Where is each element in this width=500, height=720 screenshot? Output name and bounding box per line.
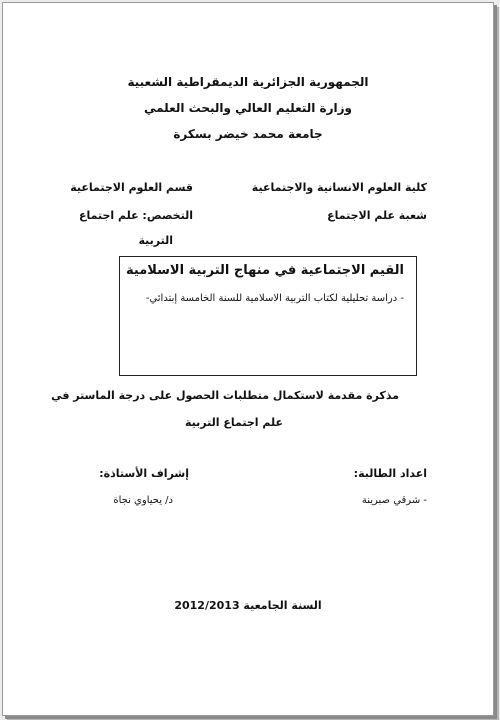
- student-label: اعداد الطالبة:: [353, 467, 427, 480]
- purpose-line-1: مذكرة مقدمة لاستكمال متطلبات الحصول على درجة الماستر في: [51, 389, 399, 402]
- university-heading: جامعة محمد خيضر بسكرة: [173, 127, 323, 141]
- specialty-label: التخصص: علم اجتماع: [78, 209, 193, 222]
- department-label: قسم العلوم الاجتماعية: [70, 181, 193, 194]
- specialty-continuation: التربية: [138, 234, 173, 247]
- faculty-label: كلية العلوم الانسانية والاجتماعية: [251, 181, 427, 194]
- student-name: - شرقي صبرينة: [361, 495, 427, 506]
- thesis-title-box: [119, 256, 417, 376]
- ministry-heading: وزارة التعليم العالي والبحث العلمي: [143, 101, 353, 115]
- republic-heading: الجمهورية الجزائرية الديمقراطية الشعبية: [127, 75, 369, 89]
- academic-year: السنة الجامعية 2012/2013: [174, 599, 322, 612]
- branch-label: شعبة علم الاجتماع: [327, 209, 427, 222]
- supervisor-name: د/ يحياوي نجاة: [113, 495, 173, 506]
- thesis-title: القيم الاجتماعية في منهاج التربية الاسلامية: [126, 263, 404, 278]
- document-page: [2, 2, 494, 716]
- supervisor-label: إشراف الأستاذة:: [99, 467, 189, 480]
- thesis-subtitle: - دراسة تحليلية لكتاب التربية الاسلامية للسنة الخامسة إبتدائي-: [145, 293, 404, 304]
- purpose-line-2: علم اجتماع التربية: [184, 416, 283, 429]
